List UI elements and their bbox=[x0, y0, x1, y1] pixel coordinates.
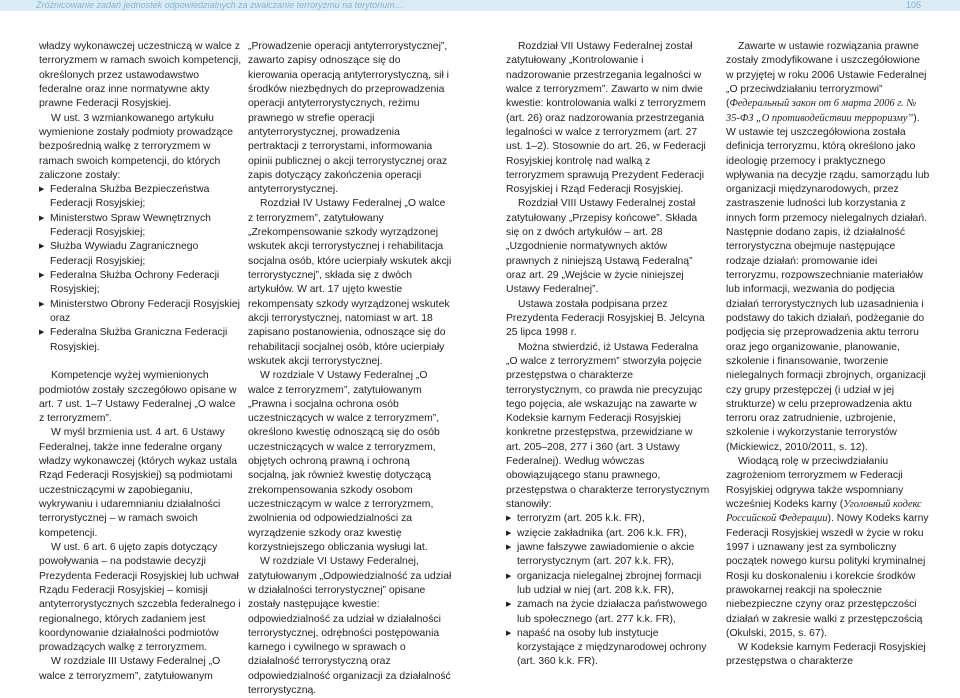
paragraph: W rozdziale V Ustawy Federalnej „O walce z terroryzmem”, zatytułowanym „Prawna i socjalna ochrona osób uczestniczących w walce z terroryzmem”, określono kwestię odnoszącą się do osób uczestniczących w walce z terroryzmem, objętych ochroną prawną i ochroną socjalną, jak również kwestię dotyczącą zrekompensowania szkody osobom uczestniczącym w walce z terroryzmem, zwolnienia od odpowiedzialności za wyrządzenie szkody oraz kwestię korzystniejszego obliczania wysługi lat. bbox=[248, 370, 440, 553]
paragraph: Ustawa została podpisana przez Prezydenta Federacji Rosyjskiej B. Jelcyna 25 lipca 1998 r. bbox=[506, 298, 705, 339]
list-item: ▶ Federalna Służba Graniczna Federacji Rosyjskiej. bbox=[39, 326, 243, 355]
paragraph: W rozdziale VI Ustawy Federalnej, zatytułowanym „Odpowiedzialność za udział w działalności terrorystycznej” opisane zostały następujące kwestie: odpowiedzialność za udział w działalności terrorystycznej, odrębności postępowania karnego i cywilnego w sprawach o działalność terrorystyczną oraz odpowiedzialność organizacji za działalność terrorystyczną. bbox=[248, 556, 452, 697]
list-item: ▶ Federalna Służba Bezpieczeństwa Federacji Rosyjskiej; bbox=[39, 183, 243, 212]
paragraph: „Prowadzenie operacji antyterrorystycznej”, zawarto zapisy odnoszące się do kierowania operacją antyterrorystyczną, sił i środków niezbędnych do przeprowadzenia operacji antyterrorystycznych, reżimu prawnego w strefie operacji antyterrorystycznej, prowadzenia pertraktacji z terrorystami, informowania opinii publicznej o akcji terrorystycznej oraz zapis dotyczący zakończenia operacji antyterrorystycznej. bbox=[248, 41, 449, 196]
list-item: ▶ Federalna Służba Ochrony Federacji Rosyjskiej; bbox=[39, 269, 243, 298]
running-header-title: Zróżnicowanie zadań jednostek odpowiedzialnych za zwalczanie terroryzmu na terytorium… bbox=[36, 0, 404, 10]
list-item: ▶ terroryzm (art. 205 k.k. FR), bbox=[506, 512, 710, 526]
page-number: 105 bbox=[906, 0, 922, 10]
paragraph: W rozdziale III Ustawy Federalnej „O walce z terroryzmem”, zatytułowanym bbox=[39, 656, 221, 682]
paragraph: Kompetencje wyżej wymienionych podmiotów zostały szczegółowo opisane w art. 7 ust. 1–7 Ustawy Federalnej „O walce z terroryzmem”. bbox=[39, 370, 237, 425]
paragraph-text: ). W ustawie tej uszczegółowiona została definicja terroryzmu, którą określono jako ideologię przemocy i praktycznego wpływania na decyzje rządu, samorządu lub organizacji międzynarodowych, przez zastraszenie ludności lub korzystania z innych form przemocy nielegalnych działań. Następnie dodano zapis, iż działalność terrorystyczna obejmuje następujące rodzaje działań: promowanie idei terroryzmu, rozpowszechnianie materiałów lub informacji, wezwania do podjęcia działań terrorystycznych lub uzasadnienia i podstawy do takich działań, podżeganie do podjęcia się przeprowadzenia aktu terroru oraz jego organizowanie, planowanie, szkolenie i finansowanie, tworzenie nielegalnych formacji zbrojnych, organizacji czy grupy przestępczej (i udział w jej strukturze) w celu przeprowadzenia aktu terroru oraz zatrudnienie, uzbrojenie, szkolenie i wykorzystanie terrorystów (Mickiewicz, 2010/2011, s. 12). bbox=[726, 112, 930, 453]
paragraph: W ust. 3 wzmiankowanego artykułu wymienione zostały podmioty prowadzące bezpośrednią walkę z terroryzmem w ramach swoich kompetencji, do których zaliczone zostały: bbox=[39, 112, 234, 181]
paragraph: władzy wykonawczej uczestniczą w walce z terroryzmem w ramach swoich kompetencji, określonych przez ustawodawstwo federalne oraz inne normatywne akty prawne Federacji Rosyjskiej. bbox=[39, 41, 242, 110]
subject-list bbox=[39, 183, 243, 355]
paragraph: W myśl brzmienia ust. 4 art. 6 Ustawy Federalnej, także inne federalne organy władzy wykonawczej (których wykaz ustala Rząd Federacji Rosyjskiej) są podmiotami uczestniczącymi w zapobieganiu, wykrywaniu i udaremnianiu działalności terrorystycznej – w ramach swoich kompetencji. bbox=[39, 427, 238, 539]
paragraph: W ust. 6 art. 6 ujęto zapis dotyczący powoływania – na podstawie decyzji Prezydenta Federacji Rosyjskiej lub uchwał Rządu Federacji Rosyjskiej – komisji antyterrorystycznych szczebla federalnego i regionalnego, których zadaniem jest koordynowanie działalności podmiotów prowadzących walkę z terroryzmem. bbox=[39, 541, 241, 654]
list-item: ▶ organizacja nielegalnej zbrojnej formacji lub udział w niej (art. 208 k.k. FR), bbox=[506, 570, 710, 599]
paragraph: W Kodeksie karnym Federacji Rosyjskiej przestępstwa o charakterze bbox=[726, 642, 926, 668]
list-item: ▶ Służba Wywiadu Zagranicznego Federacji Rosyjskiej; bbox=[39, 240, 243, 269]
list-item: ▶ wzięcie zakładnika (art. 206 k.k. FR), bbox=[506, 527, 710, 541]
russian-law-title: Федеральный закон от 6 марта 2006 г. № 35-ФЗ „О противодействии терроризму” bbox=[726, 98, 917, 124]
paragraph-text: Zawarte w ustawie rozwiązania prawne zostały zmodyfikowane i uszczegółowione w przyjętej w roku 2006 Ustawie Federalnej „O przeciwdziałaniu terroryzmowi” ( bbox=[726, 41, 927, 110]
offence-list bbox=[506, 512, 710, 669]
text-column-4 bbox=[726, 40, 930, 670]
paragraph: Rozdział IV Ustawy Federalnej „O walce z terroryzmem”, zatytułowany „Zrekompensowanie szkody wyrządzonej wskutek akcji terrorystycznej i rehabilitacja socjalna osób, które ucierpiały wskutek akcji terrorystycznej”, składa się z dwóch artykułów. W art. 17 ujęto kwestie rekompensaty szkody wyrządzonej wskutek akcji terrorystycznej, natomiast w art. 18 zapisano postanowienia, odnoszące się do rehabilitacji socjalnej osób, które ucierpiały wskutek akcji terrorystycznej. bbox=[248, 198, 452, 367]
russian-code-title: Уголовный кодекс Российской Федерации bbox=[726, 499, 922, 525]
text-column-3 bbox=[506, 40, 710, 670]
list-item: ▶ napaść na osoby lub instytucje korzystające z międzynarodowej ochrony (art. 360 k.k. FR). bbox=[506, 627, 710, 670]
paragraph: Można stwierdzić, iż Ustawa Federalna „O walce z terroryzmem” stworzyła pojęcie przestępstwa o charakterze terrorystycznym, co prawda nie precyzując tego pojęcia, ale wskazując na zawarte w Kodeksie karnym Federacji Rosyjskiej konkretne przestępstwa, przewidziane w art. 205–208, 277 i 360 (art. 3 Ustawy Federalnej). Według wówczas obowiązującego stanu prawnego, przestępstwa o charakterze terrorystycznym stanowiły: bbox=[506, 341, 710, 510]
list-item: ▶ zamach na życie działacza państwowego lub społecznego (art. 277 k.k. FR), bbox=[506, 598, 710, 627]
paragraph bbox=[726, 40, 930, 455]
paragraph-text: ). Nowy Kodeks karny Federacji Rosyjskiej wszedł w życie w roku 1997 i uznawany jest za symboliczny początek nowego kursu polityki kryminalnej Rosji ku doskonaleniu i korekcie środków prawokarnej reakcji na społecznie niebezpieczne czyny oraz przestępczości działań w zakresie walki z przestępczością (Okulski, 2015, s. 67). bbox=[726, 513, 929, 639]
running-header bbox=[0, 0, 960, 11]
text-column-2 bbox=[248, 40, 452, 698]
list-item: ▶ Ministerstwo Spraw Wewnętrznych Federacji Rosyjskiej; bbox=[39, 212, 243, 241]
list-item: ▶ Ministerstwo Obrony Federacji Rosyjskiej oraz bbox=[39, 298, 243, 327]
paragraph-text: Wiodącą rolę w przeciwdziałaniu zagrożeniom terroryzmem w Federacji Rosyjskiej odgrywa także wspomniany wcześniej Kodeks karny ( bbox=[726, 456, 904, 510]
list-item: ▶ jawne fałszywe zawiadomienie o akcie terrorystycznym (art. 207 k.k. FR), bbox=[506, 541, 710, 570]
paragraph: Rozdział VII Ustawy Federalnej został zatytułowany „Kontrolowanie i nadzorowanie przestrzegania legalności w walce z terroryzmem”. Zawarto w nim dwie kwestie: kontrolowania walki z terroryzmem (art. 26) oraz nadzorowania przestrzegania legalności w walce z terroryzmem (art. 27 ust. 1–2). Stosownie do art. 26, w Federacji Rosyjskiej kontrolę nad walką z terroryzmem sprawują Prezydent Federacji Rosyjskiej i Rząd Federacji Rosyjskiej. bbox=[506, 41, 706, 196]
paragraph: Rozdział VIII Ustawy Federalnej został zatytułowany „Przepisy końcowe”. Składa się on z dwóch artykułów – art. 28 „Uzgodnienie normatywnych aktów prawnych z niniejszą Ustawą Federalną” oraz art. 29 „Wejście w życie niniejszej Ustawy Federalnej”. bbox=[506, 198, 698, 296]
text-column-1 bbox=[39, 40, 243, 684]
paragraph bbox=[726, 455, 930, 641]
